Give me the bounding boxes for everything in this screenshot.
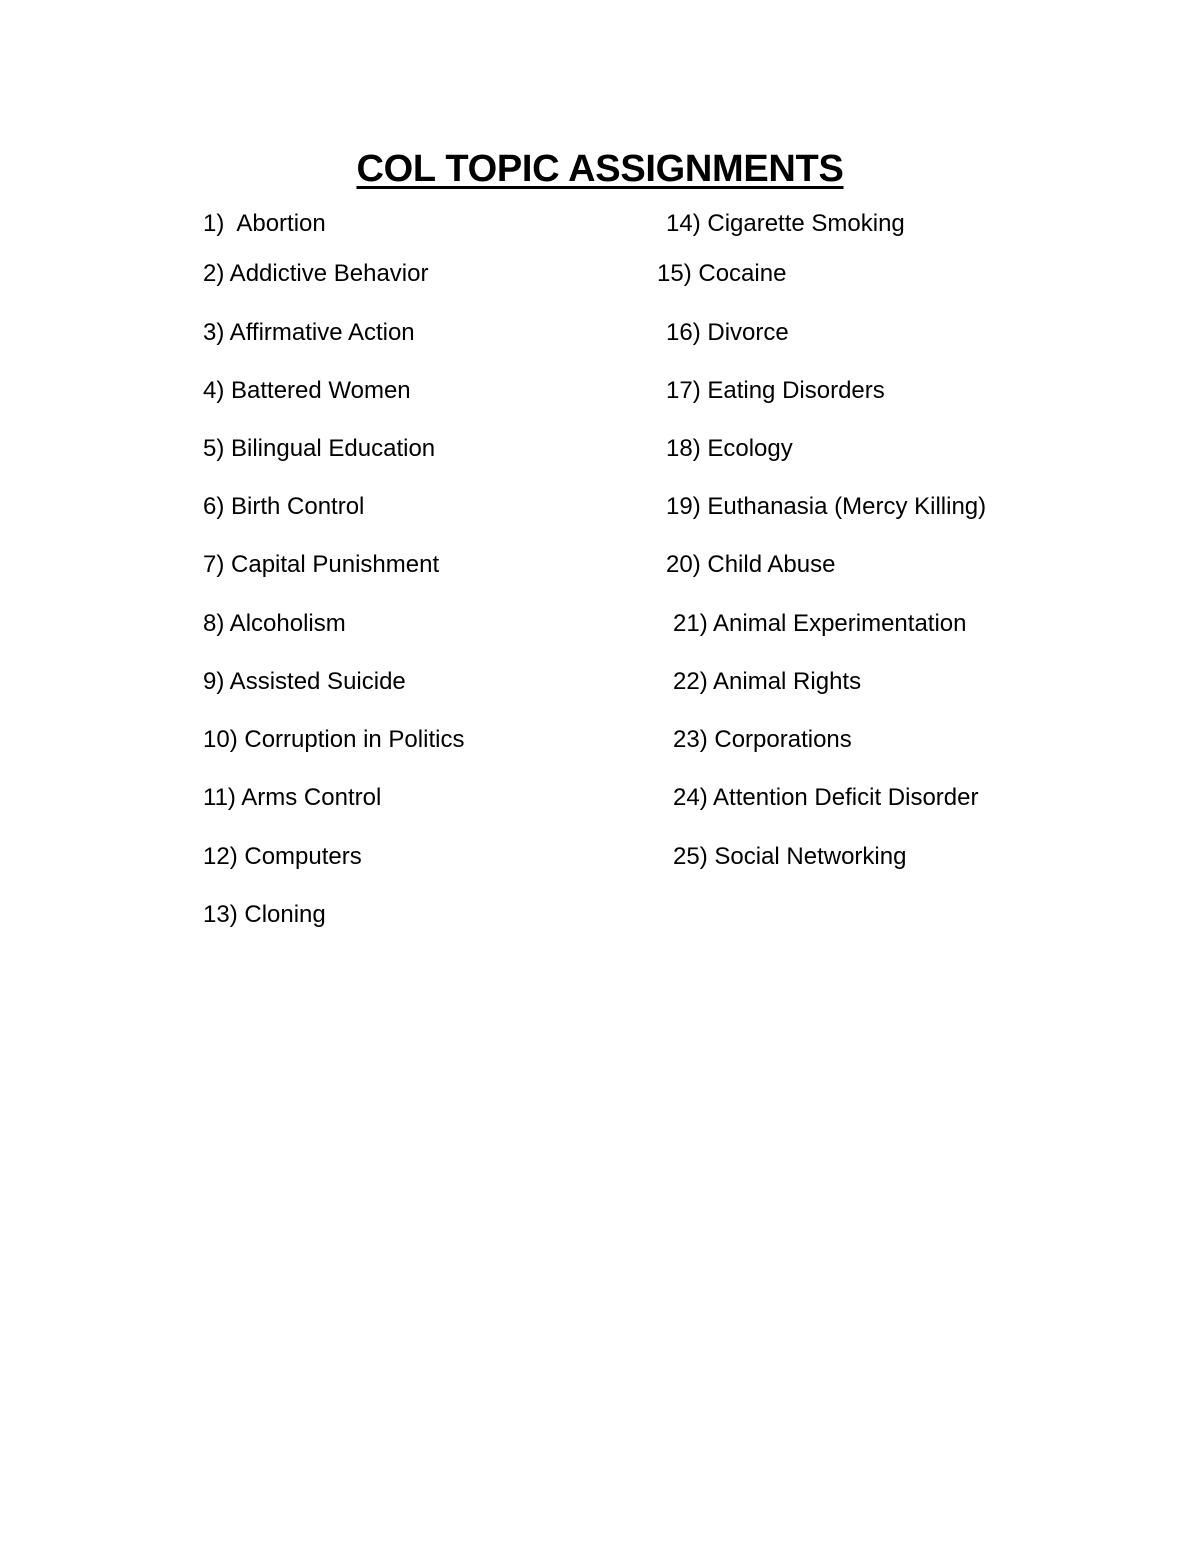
topic-item: 23) Corporations [673, 726, 852, 753]
topic-item: 2) Addictive Behavior [203, 260, 429, 287]
topic-item: 8) Alcoholism [203, 610, 346, 637]
topic-item: 16) Divorce [666, 319, 789, 346]
topic-item: 13) Cloning [203, 901, 326, 928]
topic-item: 9) Assisted Suicide [203, 668, 406, 695]
topic-item: 11) Arms Control [203, 784, 382, 811]
topic-item: 15) Cocaine [657, 260, 787, 287]
topic-item: 6) Birth Control [203, 493, 365, 520]
topic-item: 22) Animal Rights [673, 668, 862, 695]
topic-item: 25) Social Networking [673, 843, 907, 870]
topic-item: 4) Battered Women [203, 377, 411, 404]
topic-item: 5) Bilingual Education [203, 435, 436, 462]
topic-item: 18) Ecology [666, 435, 793, 462]
topic-item: 14) Cigarette Smoking [666, 210, 905, 237]
topic-item: 3) Affirmative Action [203, 319, 415, 346]
topic-item: 12) Computers [203, 843, 362, 870]
topic-item: 10) Corruption in Politics [203, 726, 465, 753]
topic-item: 17) Eating Disorders [666, 377, 885, 404]
topic-item: 7) Capital Punishment [203, 551, 440, 578]
topic-item: 24) Attention Deficit Disorder [673, 784, 979, 811]
topic-item: 1) Abortion [203, 210, 326, 237]
topic-item: 21) Animal Experimentation [673, 610, 967, 637]
topic-item: 20) Child Abuse [666, 551, 836, 578]
topic-item: 19) Euthanasia (Mercy Killing) [666, 493, 987, 520]
page-title: COL TOPIC ASSIGNMENTS [356, 148, 844, 190]
